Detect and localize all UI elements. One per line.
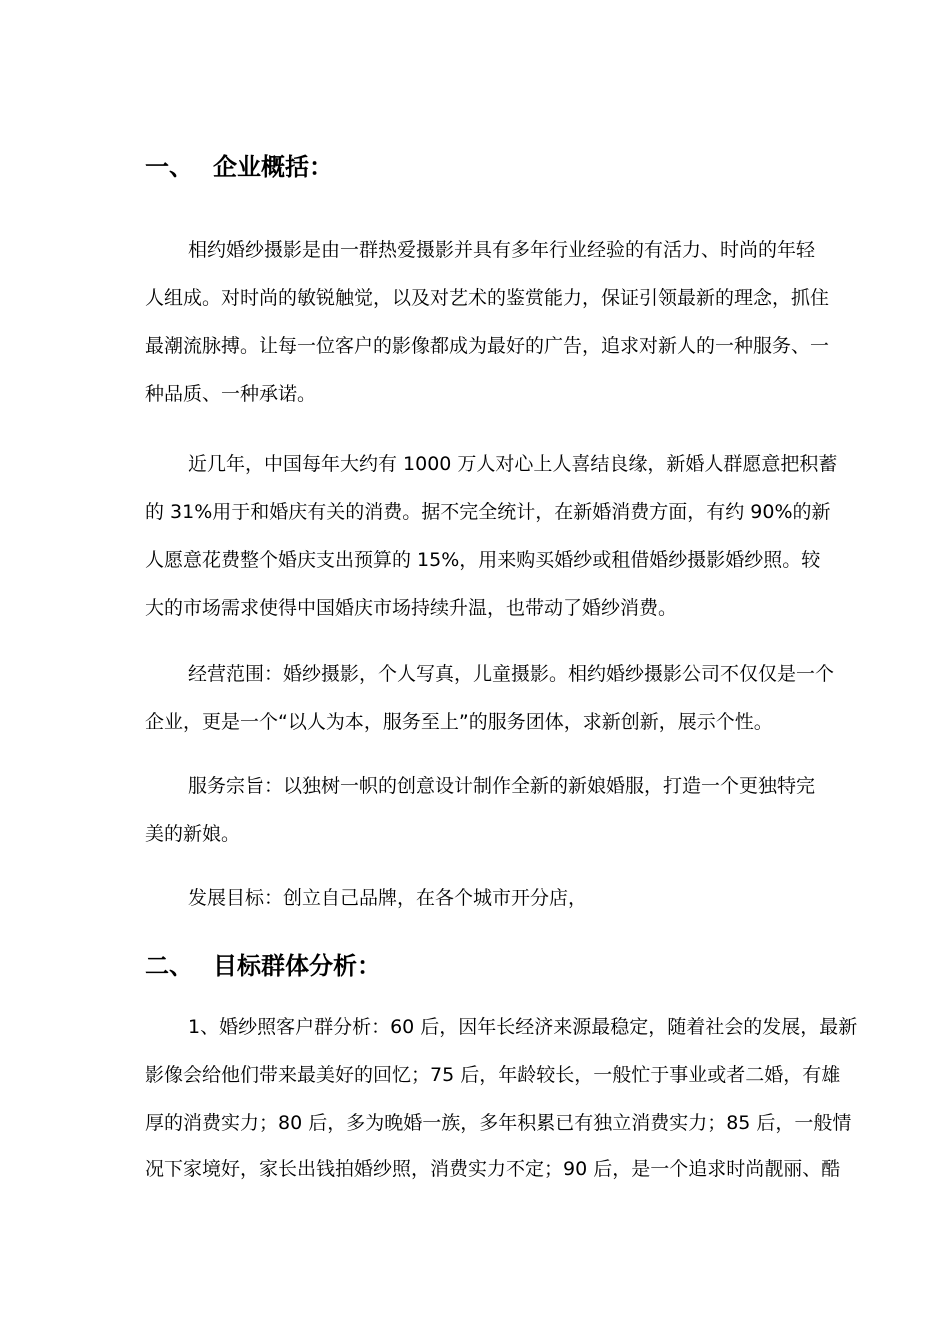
paragraph-line: 1、婚纱照客户群分析：60 后，因年长经济来源最稳定，随着社会的发展，最新 [188,1016,858,1038]
paragraph-line: 近几年，中国每年大约有 1000 万人对心上人喜结良缘，新婚人群愿意把积蓄 [188,453,838,475]
paragraph-line: 服务宗旨：以独树一帜的创意设计制作全新的新娘婚服，打造一个更独特完 [188,775,816,797]
paragraph-line: 最潮流脉搏。让每一位客户的影像都成为最好的广告，追求对新人的一种服务、一 [145,335,830,357]
paragraph-line: 种品质、一种承诺。 [145,383,317,405]
section-title: 企业概括： [213,153,333,181]
paragraph-line: 人愿意花费整个婚庆支出预算的 15%，用来购买婚纱或租借婚纱摄影婚纱照。较 [145,549,821,571]
paragraph-line: 影像会给他们带来最美好的回忆；75 后，年龄较长，一般忙于事业或者二婚，有雄 [145,1064,841,1086]
section-number: 二、 [145,952,193,980]
paragraph-line: 企业，更是一个“以人为本，服务至上”的服务团体，求新创新，展示个性。 [145,711,773,733]
section-title: 目标群体分析： [213,952,381,980]
paragraph-line: 相约婚纱摄影是由一群热爱摄影并具有多年行业经验的有活力、时尚的年轻 [188,239,816,261]
paragraph-line: 厚的消费实力；80 后，多为晚婚一族，多年积累已有独立消费实力；85 后，一般情 [145,1112,852,1134]
paragraph-line: 人组成。对时尚的敏锐触觉，以及对艺术的鉴赏能力，保证引领最新的理念，抓住 [145,287,830,309]
paragraph-line: 的 31%用于和婚庆有关的消费。据不完全统计，在新婚消费方面，有约 90%的新 [145,501,831,523]
section-number: 一、 [145,153,193,181]
paragraph-line: 况下家境好，家长出钱拍婚纱照，消费实力不定；90 后，是一个追求时尚靓丽、酷 [145,1158,841,1180]
paragraph-line: 美的新娘。 [145,823,241,845]
paragraph-line: 经营范围：婚纱摄影，个人写真，儿童摄影。相约婚纱摄影公司不仅仅是一个 [188,663,835,685]
paragraph-line: 大的市场需求使得中国婚庆市场持续升温，也带动了婚纱消费。 [145,597,678,619]
paragraph-line: 发展目标：创立自己品牌，在各个城市开分店， [188,887,588,909]
